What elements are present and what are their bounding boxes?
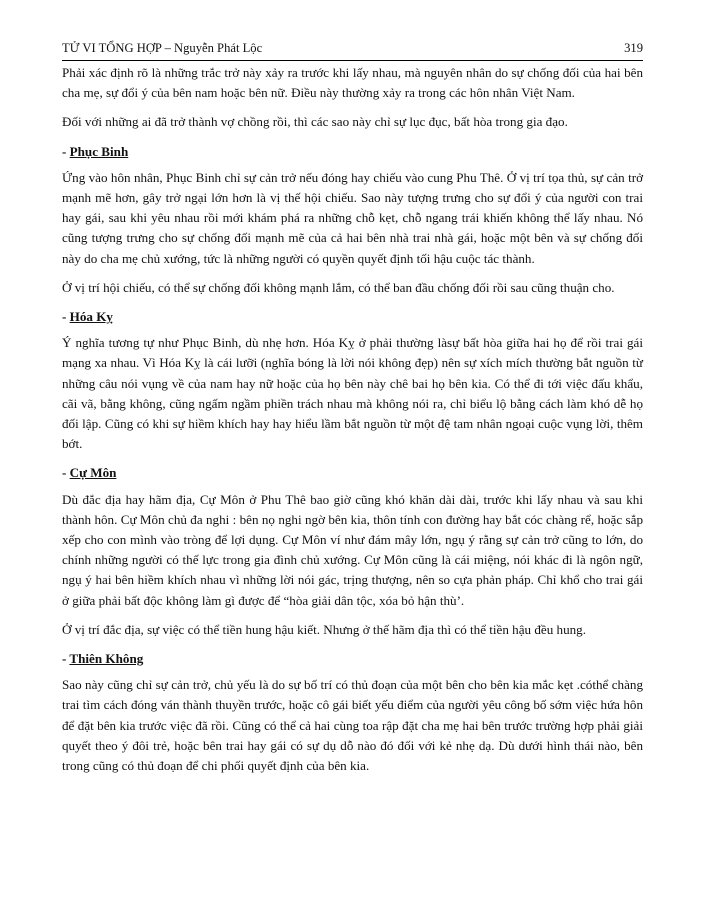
heading-text: Phục Binh <box>69 143 129 159</box>
heading-prefix: - <box>62 651 70 667</box>
paragraph: Ở vị trí hội chiếu, có thể sự chống đối không mạnh lắm, có thể ban đầu chống đối rồi sau cũng thuận cho. <box>62 279 615 295</box>
section-heading-thien-khong <box>62 649 643 669</box>
heading-text: Thiên Không <box>69 651 144 667</box>
document-page <box>62 38 643 785</box>
page-content <box>62 63 643 776</box>
page-number: 319 <box>624 41 643 55</box>
section-heading-cu-mon <box>62 463 643 483</box>
heading-prefix: - <box>62 309 70 325</box>
running-header <box>62 38 643 61</box>
paragraph: Sao này cũng chỉ sự cản trở, chủ yếu là do sự bố trí có thủ đoạn của một bên cho bên kia mắc kẹt .cóthể chàng trai tìm cách đóng ván thành thuyền trước, hoặc cô gái biết yếu điểm của người yêu công bố sớm việc hứa hôn để đặt bên kia trước việc đã rồi. Cũng có thể cả hai cùng toa rập đặt cha mẹ hai bên trước trường hợp phải giải quyết theo ý đôi trẻ, hoặc bên trai hay gái có sự dụ dỗ nào đó đối với kẻ nhẹ dạ. Dù dưới hình thái nào, bên trong cũng có thủ đoạn để chi phối quyết định của bên kia. <box>62 677 643 774</box>
heading-text: Hóa Kỵ <box>69 309 113 325</box>
paragraph: Ý nghĩa tương tự như Phục Binh, dù nhẹ hơn. Hóa Kỵ ở phải thường làsự bất hòa giữa hai họ để rồi trai gái mạng xa nhau. Vì Hóa Kỵ là cái lưỡi (nghĩa bóng là lời nói không đẹp) nên sự xích mích thường bắt nguồn từ những câu nói vụng về của nam hay nữ hoặc của họ bên này chê bai họ bên kia. Có thể đi tới việc đấu khẩu, cãi vã, bằng không, cũng ngấm ngầm phiền trách nhau mà không nói ra, chỉ biểu lộ bằng cách làm khó dễ họ đối lập. Cũng có khi sự hiềm khích hay hay hiểu lầm bắt nguồn từ một đệ tam nhân ngoại cuộc vụng lời, thêm bớt. <box>62 335 643 452</box>
section-heading-phuc-binh <box>62 142 643 162</box>
paragraph: Ở vị trí đắc địa, sự việc có thể tiền hung hậu kiết. Nhưng ở thế hãm địa thì có thể tiền hậu đều hung. <box>62 621 587 637</box>
paragraph: Phải xác định rõ là những trắc trở này xảy ra trước khi lấy nhau, mà nguyên nhân do sự chống đối của hai bên cha mẹ, sự đổi ý của bên nam hoặc bên nữ. Điều này thường xảy ra trong các hôn nhân Việt Nam. <box>62 65 643 101</box>
paragraph: Ứng vào hôn nhân, Phục Binh chỉ sự cản trở nếu đóng hay chiếu vào cung Phu Thê. Ở vị trí tọa thủ, sự cản trở mạnh mẽ hơn, gây trở ngại lớn hơn là vị thế hội chiếu. Sao này tượng trưng cho sự đổi ý của người con trai hay gái, sau khi yêu nhau rồi mới khám phá ra những chỗ kẹt, chỗ ngang trái khiến không thể lấy nhau. Nó cũng tượng trưng cho sự chống đối mạnh mẽ của cả hai bên nhà trai nhà gái, hoặc một bên và sự chống đối này do cha mẹ chủ xướng, tức là những người có quyền quyết định tối hậu cuộc tác thành. <box>62 169 643 266</box>
section-heading-hoa-ky <box>62 307 643 327</box>
heading-prefix: - <box>62 465 70 481</box>
paragraph: Đối với những ai đã trở thành vợ chồng rồi, thì các sao này chỉ sự lục đục, bất hòa trong gia đạo. <box>62 114 568 130</box>
header-title: TỬ VI TỔNG HỢP – Nguyễn Phát Lộc <box>62 41 263 55</box>
heading-prefix: - <box>62 143 70 159</box>
paragraph: Dù đắc địa hay hãm địa, Cự Môn ở Phu Thê bao giờ cũng khó khăn dài dài, trước khi lấy nhau và sau khi thành hôn. Cự Môn chủ đa nghi : bên nọ nghi ngờ bên kia, thôn tính con đường hay bắt cóc chàng rể, hoặc sắp xếp cho con mình vào tròng để lợi dụng. Cự Môn ví như đám mây lớn, ngụ ý rằng sự cản trở cũng to lớn, do chính những người có thế lực trong gia đình chủ xướng. Cự Môn cũng là cái miệng, nói khác đi là ngôn ngữ, ngụ ý hai bên hiềm khích nhau vì những lời nói gác, trịng thượng, nên so cựa phản pháp. Chỉ khổ cho trai gái ở giữa phải bất độc không làm gì được để “hòa giải dân tộc, xóa bỏ hận thù’. <box>62 491 643 608</box>
heading-text: Cự Môn <box>69 465 117 481</box>
